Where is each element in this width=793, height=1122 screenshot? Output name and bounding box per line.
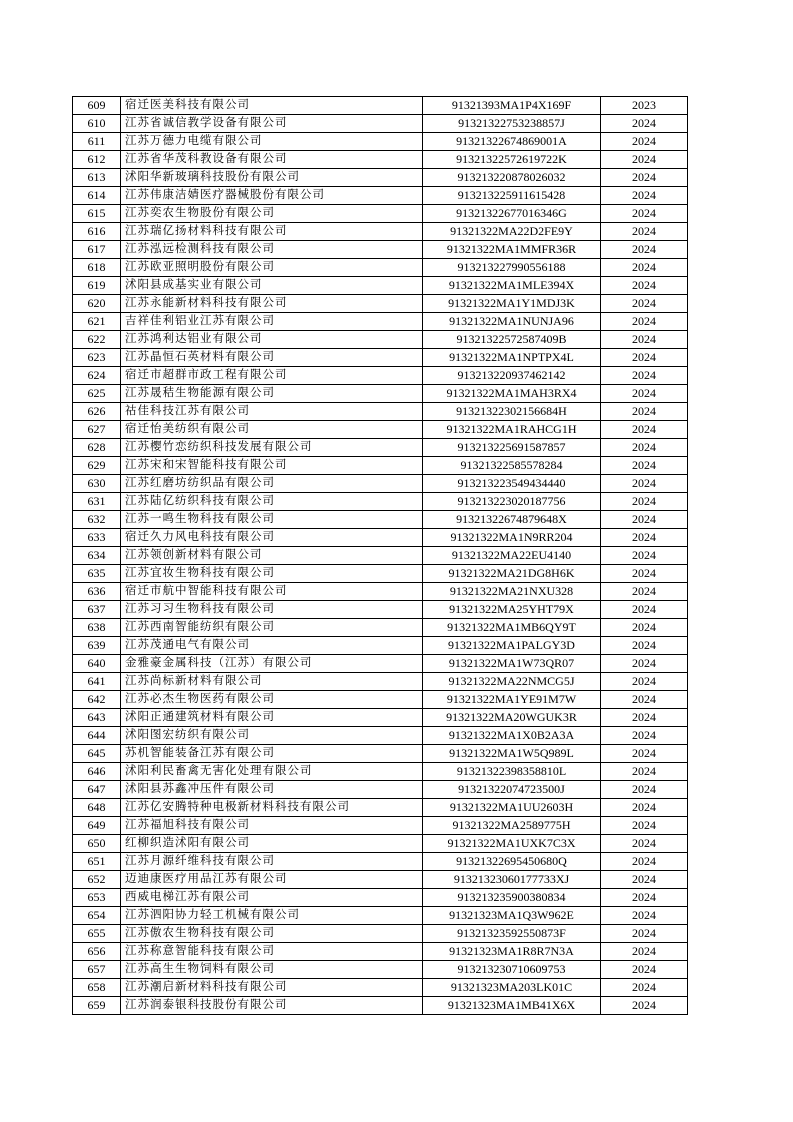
company-name: 苏机智能装备江苏有限公司 bbox=[121, 745, 423, 763]
credit-code: 91321322572587409B bbox=[423, 331, 601, 349]
row-number: 656 bbox=[73, 943, 121, 961]
year: 2024 bbox=[601, 763, 688, 781]
year: 2024 bbox=[601, 151, 688, 169]
row-number: 652 bbox=[73, 871, 121, 889]
table-row bbox=[73, 997, 688, 1015]
row-number: 654 bbox=[73, 907, 121, 925]
year: 2024 bbox=[601, 277, 688, 295]
company-name: 宿迁市超群市政工程有限公司 bbox=[121, 367, 423, 385]
company-name: 江苏鸿利达铝业有限公司 bbox=[121, 331, 423, 349]
row-number: 624 bbox=[73, 367, 121, 385]
company-name: 吉祥佳利铝业江苏有限公司 bbox=[121, 313, 423, 331]
credit-code: 913213227990556188 bbox=[423, 259, 601, 277]
year: 2024 bbox=[601, 547, 688, 565]
company-name: 红柳织造沭阳有限公司 bbox=[121, 835, 423, 853]
row-number: 613 bbox=[73, 169, 121, 187]
year: 2024 bbox=[601, 331, 688, 349]
table-row bbox=[73, 691, 688, 709]
credit-code: 91321322MA1YE91M7W bbox=[423, 691, 601, 709]
credit-code: 91321322674879648X bbox=[423, 511, 601, 529]
company-name: 江苏省诚信教学设备有限公司 bbox=[121, 115, 423, 133]
company-name: 江苏称意智能科技有限公司 bbox=[121, 943, 423, 961]
company-name: 江苏一鸣生物科技有限公司 bbox=[121, 511, 423, 529]
row-number: 617 bbox=[73, 241, 121, 259]
credit-code: 91321322MA1MLE394X bbox=[423, 277, 601, 295]
table-row bbox=[73, 565, 688, 583]
year: 2024 bbox=[601, 583, 688, 601]
year: 2024 bbox=[601, 925, 688, 943]
row-number: 620 bbox=[73, 295, 121, 313]
credit-code: 91321393MA1P4X169F bbox=[423, 97, 601, 115]
table-row bbox=[73, 853, 688, 871]
row-number: 630 bbox=[73, 475, 121, 493]
table-row bbox=[73, 511, 688, 529]
row-number: 658 bbox=[73, 979, 121, 997]
credit-code: 913213223020187756 bbox=[423, 493, 601, 511]
year: 2024 bbox=[601, 637, 688, 655]
year: 2024 bbox=[601, 133, 688, 151]
table-body bbox=[73, 97, 688, 1015]
table-row bbox=[73, 277, 688, 295]
table-row bbox=[73, 619, 688, 637]
row-number: 619 bbox=[73, 277, 121, 295]
credit-code: 91321322MA2589775H bbox=[423, 817, 601, 835]
year: 2024 bbox=[601, 997, 688, 1015]
company-name: 江苏领创新材料有限公司 bbox=[121, 547, 423, 565]
row-number: 631 bbox=[73, 493, 121, 511]
row-number: 622 bbox=[73, 331, 121, 349]
table-row bbox=[73, 115, 688, 133]
company-name: 宿迁医美科技有限公司 bbox=[121, 97, 423, 115]
company-name: 江苏茂通电气有限公司 bbox=[121, 637, 423, 655]
company-name: 江苏晶恒石英材料有限公司 bbox=[121, 349, 423, 367]
row-number: 646 bbox=[73, 763, 121, 781]
table-row bbox=[73, 421, 688, 439]
table-row bbox=[73, 673, 688, 691]
credit-code: 913213220878026032 bbox=[423, 169, 601, 187]
year: 2024 bbox=[601, 601, 688, 619]
row-number: 635 bbox=[73, 565, 121, 583]
table-row bbox=[73, 313, 688, 331]
credit-code: 91321322MA1MAH3RX4 bbox=[423, 385, 601, 403]
table-row bbox=[73, 403, 688, 421]
year: 2024 bbox=[601, 475, 688, 493]
company-name: 江苏福旭科技有限公司 bbox=[121, 817, 423, 835]
company-list-table bbox=[72, 96, 688, 1015]
credit-code: 91321322753238857J bbox=[423, 115, 601, 133]
credit-code: 91321322MA1MMFR36R bbox=[423, 241, 601, 259]
year: 2024 bbox=[601, 565, 688, 583]
credit-code: 91321322MA1UXK7C3X bbox=[423, 835, 601, 853]
table-row bbox=[73, 943, 688, 961]
company-name: 江苏伟康洁婧医疗器械股份有限公司 bbox=[121, 187, 423, 205]
table-row bbox=[73, 817, 688, 835]
company-name: 江苏省华茂科教设备有限公司 bbox=[121, 151, 423, 169]
year: 2024 bbox=[601, 979, 688, 997]
company-name: 宿迁久力风电科技有限公司 bbox=[121, 529, 423, 547]
year: 2024 bbox=[601, 673, 688, 691]
year: 2024 bbox=[601, 907, 688, 925]
credit-code: 91321322695450680Q bbox=[423, 853, 601, 871]
company-name: 江苏红磨坊纺织品有限公司 bbox=[121, 475, 423, 493]
year: 2024 bbox=[601, 349, 688, 367]
year: 2024 bbox=[601, 817, 688, 835]
table-row bbox=[73, 763, 688, 781]
company-name: 宿迁市航中智能科技有限公司 bbox=[121, 583, 423, 601]
table-row bbox=[73, 259, 688, 277]
row-number: 612 bbox=[73, 151, 121, 169]
table-row bbox=[73, 637, 688, 655]
credit-code: 91321322MA1NUNJA96 bbox=[423, 313, 601, 331]
company-name: 江苏奕农生物股份有限公司 bbox=[121, 205, 423, 223]
credit-code: 91321322MA22NMCG5J bbox=[423, 673, 601, 691]
company-name: 沭阳华新玻璃科技股份有限公司 bbox=[121, 169, 423, 187]
row-number: 641 bbox=[73, 673, 121, 691]
company-name: 江苏习习生物科技有限公司 bbox=[121, 601, 423, 619]
row-number: 650 bbox=[73, 835, 121, 853]
company-name: 江苏润泰银科技股份有限公司 bbox=[121, 997, 423, 1015]
company-name: 沭阳利民畜禽无害化处理有限公司 bbox=[121, 763, 423, 781]
year: 2024 bbox=[601, 187, 688, 205]
credit-code: 91321322MA1UU2603H bbox=[423, 799, 601, 817]
credit-code: 913213220937462142 bbox=[423, 367, 601, 385]
company-name: 江苏高生生物饲料有限公司 bbox=[121, 961, 423, 979]
row-number: 642 bbox=[73, 691, 121, 709]
table-row bbox=[73, 529, 688, 547]
company-name: 沭阳图宏纺织有限公司 bbox=[121, 727, 423, 745]
year: 2024 bbox=[601, 835, 688, 853]
year: 2024 bbox=[601, 403, 688, 421]
credit-code: 91321322MA21NXU328 bbox=[423, 583, 601, 601]
credit-code: 91321322398358810L bbox=[423, 763, 601, 781]
row-number: 609 bbox=[73, 97, 121, 115]
row-number: 627 bbox=[73, 421, 121, 439]
credit-code: 91321322585578284 bbox=[423, 457, 601, 475]
year: 2024 bbox=[601, 313, 688, 331]
table-row bbox=[73, 187, 688, 205]
credit-code: 91321322MA1PALGY3D bbox=[423, 637, 601, 655]
company-name: 江苏宜妆生物科技有限公司 bbox=[121, 565, 423, 583]
credit-code: 91321322MA20WGUK3R bbox=[423, 709, 601, 727]
row-number: 621 bbox=[73, 313, 121, 331]
table-row bbox=[73, 97, 688, 115]
company-name: 江苏必杰生物医药有限公司 bbox=[121, 691, 423, 709]
table-row bbox=[73, 439, 688, 457]
credit-code: 91321323MA203LK01C bbox=[423, 979, 601, 997]
table-row bbox=[73, 205, 688, 223]
credit-code: 91321322MA25YHT79X bbox=[423, 601, 601, 619]
credit-code: 91321322MA1Y1MDJ3K bbox=[423, 295, 601, 313]
credit-code: 91321323592550873F bbox=[423, 925, 601, 943]
credit-code: 91321322MA21DG8H6K bbox=[423, 565, 601, 583]
company-name: 江苏尚标新材料有限公司 bbox=[121, 673, 423, 691]
row-number: 616 bbox=[73, 223, 121, 241]
credit-code: 91321322674869001A bbox=[423, 133, 601, 151]
table-row bbox=[73, 349, 688, 367]
company-name: 江苏欧亚照明股份有限公司 bbox=[121, 259, 423, 277]
table-row bbox=[73, 745, 688, 763]
credit-code: 91321323MA1MB41X6X bbox=[423, 997, 601, 1015]
row-number: 657 bbox=[73, 961, 121, 979]
row-number: 626 bbox=[73, 403, 121, 421]
year: 2024 bbox=[601, 439, 688, 457]
table-row bbox=[73, 475, 688, 493]
year: 2024 bbox=[601, 529, 688, 547]
table-row bbox=[73, 331, 688, 349]
row-number: 636 bbox=[73, 583, 121, 601]
year: 2024 bbox=[601, 367, 688, 385]
table-row bbox=[73, 871, 688, 889]
row-number: 633 bbox=[73, 529, 121, 547]
table-row bbox=[73, 169, 688, 187]
table-row bbox=[73, 835, 688, 853]
year: 2024 bbox=[601, 943, 688, 961]
row-number: 629 bbox=[73, 457, 121, 475]
year: 2024 bbox=[601, 241, 688, 259]
year: 2024 bbox=[601, 385, 688, 403]
year: 2024 bbox=[601, 457, 688, 475]
year: 2024 bbox=[601, 169, 688, 187]
company-name: 江苏晟秸生物能源有限公司 bbox=[121, 385, 423, 403]
company-name: 江苏瑞亿扬材料科技有限公司 bbox=[121, 223, 423, 241]
table-row bbox=[73, 151, 688, 169]
credit-code: 91321323MA1R8R7N3A bbox=[423, 943, 601, 961]
credit-code: 91321322MA1NPTPX4L bbox=[423, 349, 601, 367]
credit-code: 91321322302156684H bbox=[423, 403, 601, 421]
row-number: 614 bbox=[73, 187, 121, 205]
company-name: 迈迪康医疗用品江苏有限公司 bbox=[121, 871, 423, 889]
row-number: 634 bbox=[73, 547, 121, 565]
company-name: 祜佳科技江苏有限公司 bbox=[121, 403, 423, 421]
year: 2024 bbox=[601, 205, 688, 223]
credit-code: 913213230710609753 bbox=[423, 961, 601, 979]
year: 2024 bbox=[601, 421, 688, 439]
row-number: 628 bbox=[73, 439, 121, 457]
row-number: 643 bbox=[73, 709, 121, 727]
credit-code: 91321322677016346G bbox=[423, 205, 601, 223]
table-row bbox=[73, 961, 688, 979]
row-number: 610 bbox=[73, 115, 121, 133]
year: 2024 bbox=[601, 853, 688, 871]
company-name: 江苏潮启新材料科技有限公司 bbox=[121, 979, 423, 997]
table-row bbox=[73, 601, 688, 619]
table-row bbox=[73, 295, 688, 313]
company-name: 沭阳正通建筑材料有限公司 bbox=[121, 709, 423, 727]
table-row bbox=[73, 709, 688, 727]
row-number: 618 bbox=[73, 259, 121, 277]
row-number: 659 bbox=[73, 997, 121, 1015]
row-number: 644 bbox=[73, 727, 121, 745]
table-row bbox=[73, 979, 688, 997]
year: 2024 bbox=[601, 511, 688, 529]
year: 2024 bbox=[601, 691, 688, 709]
company-name: 江苏万德力电缆有限公司 bbox=[121, 133, 423, 151]
year: 2024 bbox=[601, 655, 688, 673]
table-row bbox=[73, 547, 688, 565]
year: 2024 bbox=[601, 727, 688, 745]
credit-code: 91321323MA1Q3W962E bbox=[423, 907, 601, 925]
year: 2024 bbox=[601, 619, 688, 637]
table-row bbox=[73, 385, 688, 403]
credit-code: 913213225691587857 bbox=[423, 439, 601, 457]
table-row bbox=[73, 781, 688, 799]
credit-code: 91321322MA1MB6QY9T bbox=[423, 619, 601, 637]
credit-code: 91321322MA1N9RR204 bbox=[423, 529, 601, 547]
company-name: 宿迁怡美纺织有限公司 bbox=[121, 421, 423, 439]
year: 2024 bbox=[601, 961, 688, 979]
year: 2024 bbox=[601, 295, 688, 313]
year: 2024 bbox=[601, 781, 688, 799]
table-row bbox=[73, 457, 688, 475]
company-name: 江苏樱竹恋纺织科技发展有限公司 bbox=[121, 439, 423, 457]
table-row bbox=[73, 907, 688, 925]
credit-code: 91321322074723500J bbox=[423, 781, 601, 799]
credit-code: 91321322572619722K bbox=[423, 151, 601, 169]
company-name: 沭阳县成基实业有限公司 bbox=[121, 277, 423, 295]
company-name: 江苏宋和宋智能科技有限公司 bbox=[121, 457, 423, 475]
row-number: 611 bbox=[73, 133, 121, 151]
credit-code: 913213235900380834 bbox=[423, 889, 601, 907]
year: 2024 bbox=[601, 871, 688, 889]
company-name: 西威电梯江苏有限公司 bbox=[121, 889, 423, 907]
row-number: 647 bbox=[73, 781, 121, 799]
credit-code: 91321322MA1RAHCG1H bbox=[423, 421, 601, 439]
table-row bbox=[73, 367, 688, 385]
credit-code: 91321323060177733XJ bbox=[423, 871, 601, 889]
credit-code: 913213225911615428 bbox=[423, 187, 601, 205]
company-name: 江苏西南智能纺织有限公司 bbox=[121, 619, 423, 637]
year: 2024 bbox=[601, 223, 688, 241]
table-row bbox=[73, 241, 688, 259]
year: 2024 bbox=[601, 115, 688, 133]
year: 2024 bbox=[601, 709, 688, 727]
table-row bbox=[73, 655, 688, 673]
company-name: 沭阳县苏鑫冲压件有限公司 bbox=[121, 781, 423, 799]
year: 2023 bbox=[601, 97, 688, 115]
company-name: 江苏泗阳协力轻工机械有限公司 bbox=[121, 907, 423, 925]
row-number: 632 bbox=[73, 511, 121, 529]
row-number: 645 bbox=[73, 745, 121, 763]
credit-code: 91321322MA1W73QR07 bbox=[423, 655, 601, 673]
row-number: 623 bbox=[73, 349, 121, 367]
credit-code: 913213223549434440 bbox=[423, 475, 601, 493]
table-row bbox=[73, 799, 688, 817]
row-number: 651 bbox=[73, 853, 121, 871]
row-number: 649 bbox=[73, 817, 121, 835]
year: 2024 bbox=[601, 493, 688, 511]
row-number: 655 bbox=[73, 925, 121, 943]
row-number: 640 bbox=[73, 655, 121, 673]
credit-code: 91321322MA1X0B2A3A bbox=[423, 727, 601, 745]
row-number: 637 bbox=[73, 601, 121, 619]
row-number: 639 bbox=[73, 637, 121, 655]
company-name: 江苏陆亿纺织科技有限公司 bbox=[121, 493, 423, 511]
table-row bbox=[73, 133, 688, 151]
row-number: 625 bbox=[73, 385, 121, 403]
row-number: 653 bbox=[73, 889, 121, 907]
credit-code: 91321322MA22D2FE9Y bbox=[423, 223, 601, 241]
company-name: 江苏泓远检测科技有限公司 bbox=[121, 241, 423, 259]
credit-code: 91321322MA22EU4140 bbox=[423, 547, 601, 565]
table-row bbox=[73, 727, 688, 745]
credit-code: 91321322MA1W5Q989L bbox=[423, 745, 601, 763]
row-number: 638 bbox=[73, 619, 121, 637]
year: 2024 bbox=[601, 745, 688, 763]
row-number: 615 bbox=[73, 205, 121, 223]
company-name: 江苏月源纤维科技有限公司 bbox=[121, 853, 423, 871]
row-number: 648 bbox=[73, 799, 121, 817]
company-name: 江苏亿安腾特种电极新材料科技有限公司 bbox=[121, 799, 423, 817]
company-name: 江苏傲农生物科技有限公司 bbox=[121, 925, 423, 943]
table-row bbox=[73, 493, 688, 511]
table-row bbox=[73, 925, 688, 943]
company-name: 金雅豪金属科技（江苏）有限公司 bbox=[121, 655, 423, 673]
year: 2024 bbox=[601, 799, 688, 817]
year: 2024 bbox=[601, 889, 688, 907]
table-row bbox=[73, 583, 688, 601]
year: 2024 bbox=[601, 259, 688, 277]
company-name: 江苏永能新材料科技有限公司 bbox=[121, 295, 423, 313]
table-row bbox=[73, 223, 688, 241]
table-row bbox=[73, 889, 688, 907]
